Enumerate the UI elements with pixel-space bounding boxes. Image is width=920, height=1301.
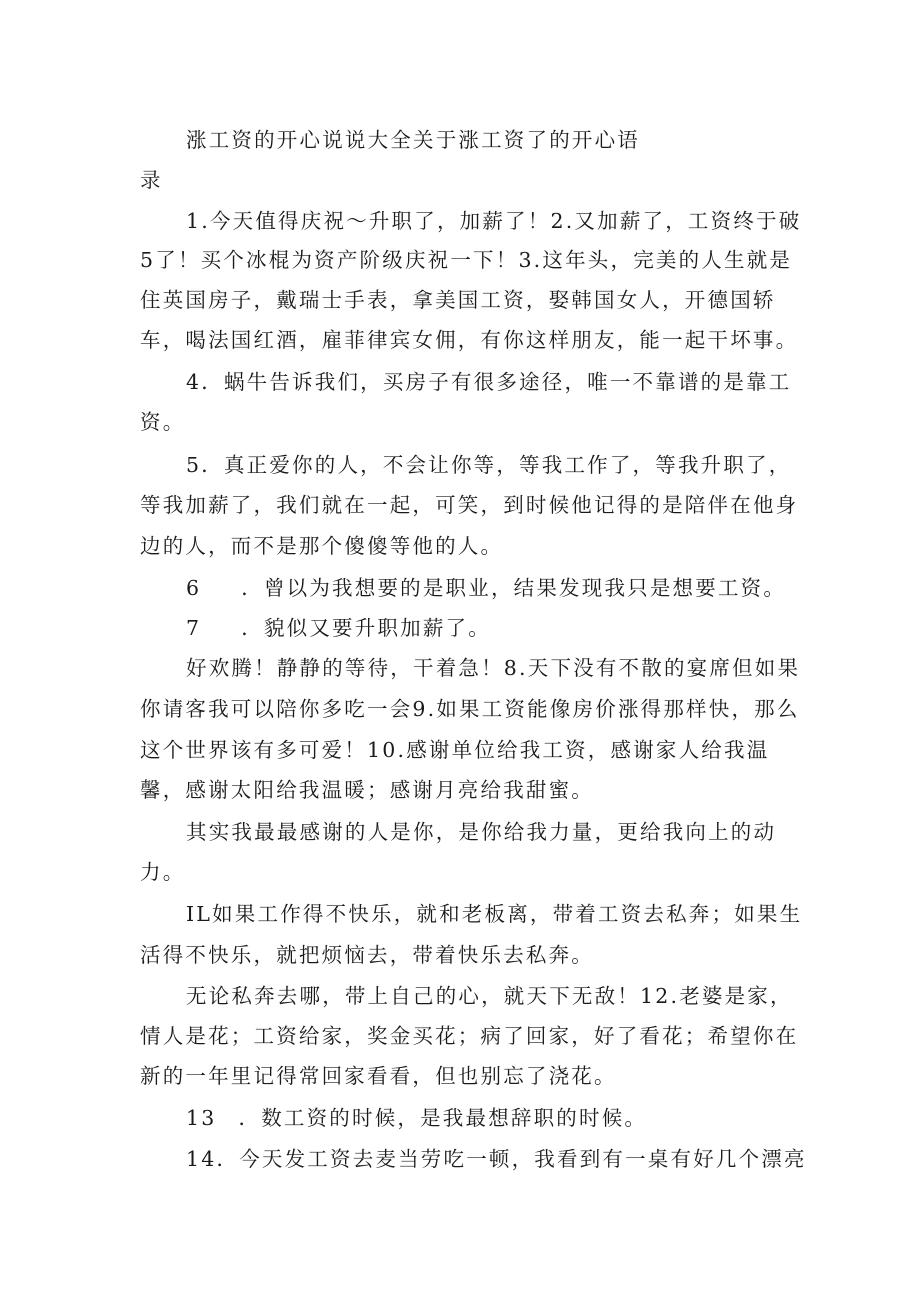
paragraph-14-text: ．今天发工资去麦当劳吃一顿，我看到有一桌有好几个漂亮 (216, 1147, 807, 1171)
paragraph-13-text: ．数工资的时候，是我最想辞职的时候。 (238, 1106, 648, 1130)
paragraph-8-line-4: 馨，感谢太阳给我温暖；感谢月亮给我甜蜜。 (140, 778, 594, 802)
title-line-1: 涨工资的开心说说大全关于涨工资了的开心语 (186, 128, 640, 152)
paragraph-8-line-1: 好欢腾！静静的等待，干着急！8.天下没有不散的宴席但如果 (186, 656, 801, 680)
paragraph-7 (186, 615, 491, 641)
paragraph-1-line-3: 住英国房子，戴瑞士手表，拿美国工资，娶韩国女人，开德国轿 (140, 288, 776, 312)
paragraph-1-line-1: 1.今天值得庆祝～升职了，加薪了！2.又加薪了，工资终于破 (186, 209, 802, 233)
paragraph-12-line-3: 新的一年里记得常回家看看，但也别忘了浇花。 (140, 1064, 617, 1088)
paragraph-11-line-2: 活得不快乐，就把烦恼去，带着快乐去私奔。 (140, 943, 594, 967)
paragraph-12-line-1: 无论私奔去哪，带上自己的心，就天下无敌！12.老婆是家， (186, 984, 793, 1008)
paragraph-8-line-3: 这个世界该有多可爱！10.感谢单位给我工资，感谢家人给我温 (140, 738, 770, 762)
paragraph-13 (186, 1105, 647, 1131)
paragraph-5-line-2: 等我加薪了，我们就在一起，可笑，到时候他记得的是陪伴在他身 (140, 493, 799, 517)
paragraph-8-line-2: 你请客我可以陪你多吃一会9.如果工资能像房价涨得那样快，那么 (140, 697, 800, 721)
paragraph-5-line-1: 5．真正爱你的人，不会让你等，等我工作了，等我升职了， (186, 453, 792, 477)
paragraph-11-line-1: IL如果工作得不快乐，就和老板离，带着工资去私奔；如果生 (186, 902, 803, 926)
paragraph-14-number: 14 (186, 1147, 217, 1171)
paragraph-5-line-3: 边的人，而不是那个傻傻等他的人。 (140, 534, 504, 558)
paragraph-9-line-2: 力。 (140, 860, 186, 884)
paragraph-7-text: ．貌似又要升职加薪了。 (241, 616, 491, 640)
paragraph-6-number: 6 (186, 576, 202, 600)
paragraph-13-number: 13 (186, 1106, 217, 1130)
paragraph-1-line-2: 5了！买个冰棍为资产阶级庆祝一下！3.这年头，完美的人生就是 (140, 248, 793, 272)
paragraph-7-number: 7 (186, 616, 202, 640)
paragraph-9-line-1: 其实我最最感谢的人是你，是你给我力量，更给我向上的动 (186, 820, 777, 844)
paragraph-4-line-1: 4．蜗牛告诉我们，买房子有很多途径，唯一不靠谱的是靠工 (186, 370, 792, 394)
paragraph-4-line-2: 资。 (140, 410, 186, 434)
title-line-2: 录 (140, 168, 163, 192)
paragraph-6-text: ．曾以为我想要的是职业，结果发现我只是想要工资。 (241, 576, 787, 600)
paragraph-14 (186, 1146, 807, 1172)
paragraph-6 (186, 575, 786, 601)
paragraph-12-line-2: 情人是花；工资给家，奖金买花；病了回家，好了看花；希望你在 (140, 1024, 799, 1048)
paragraph-1-line-4: 车，喝法国红酒，雇菲律宾女佣，有你这样朋友，能一起干坏事。 (140, 328, 799, 352)
